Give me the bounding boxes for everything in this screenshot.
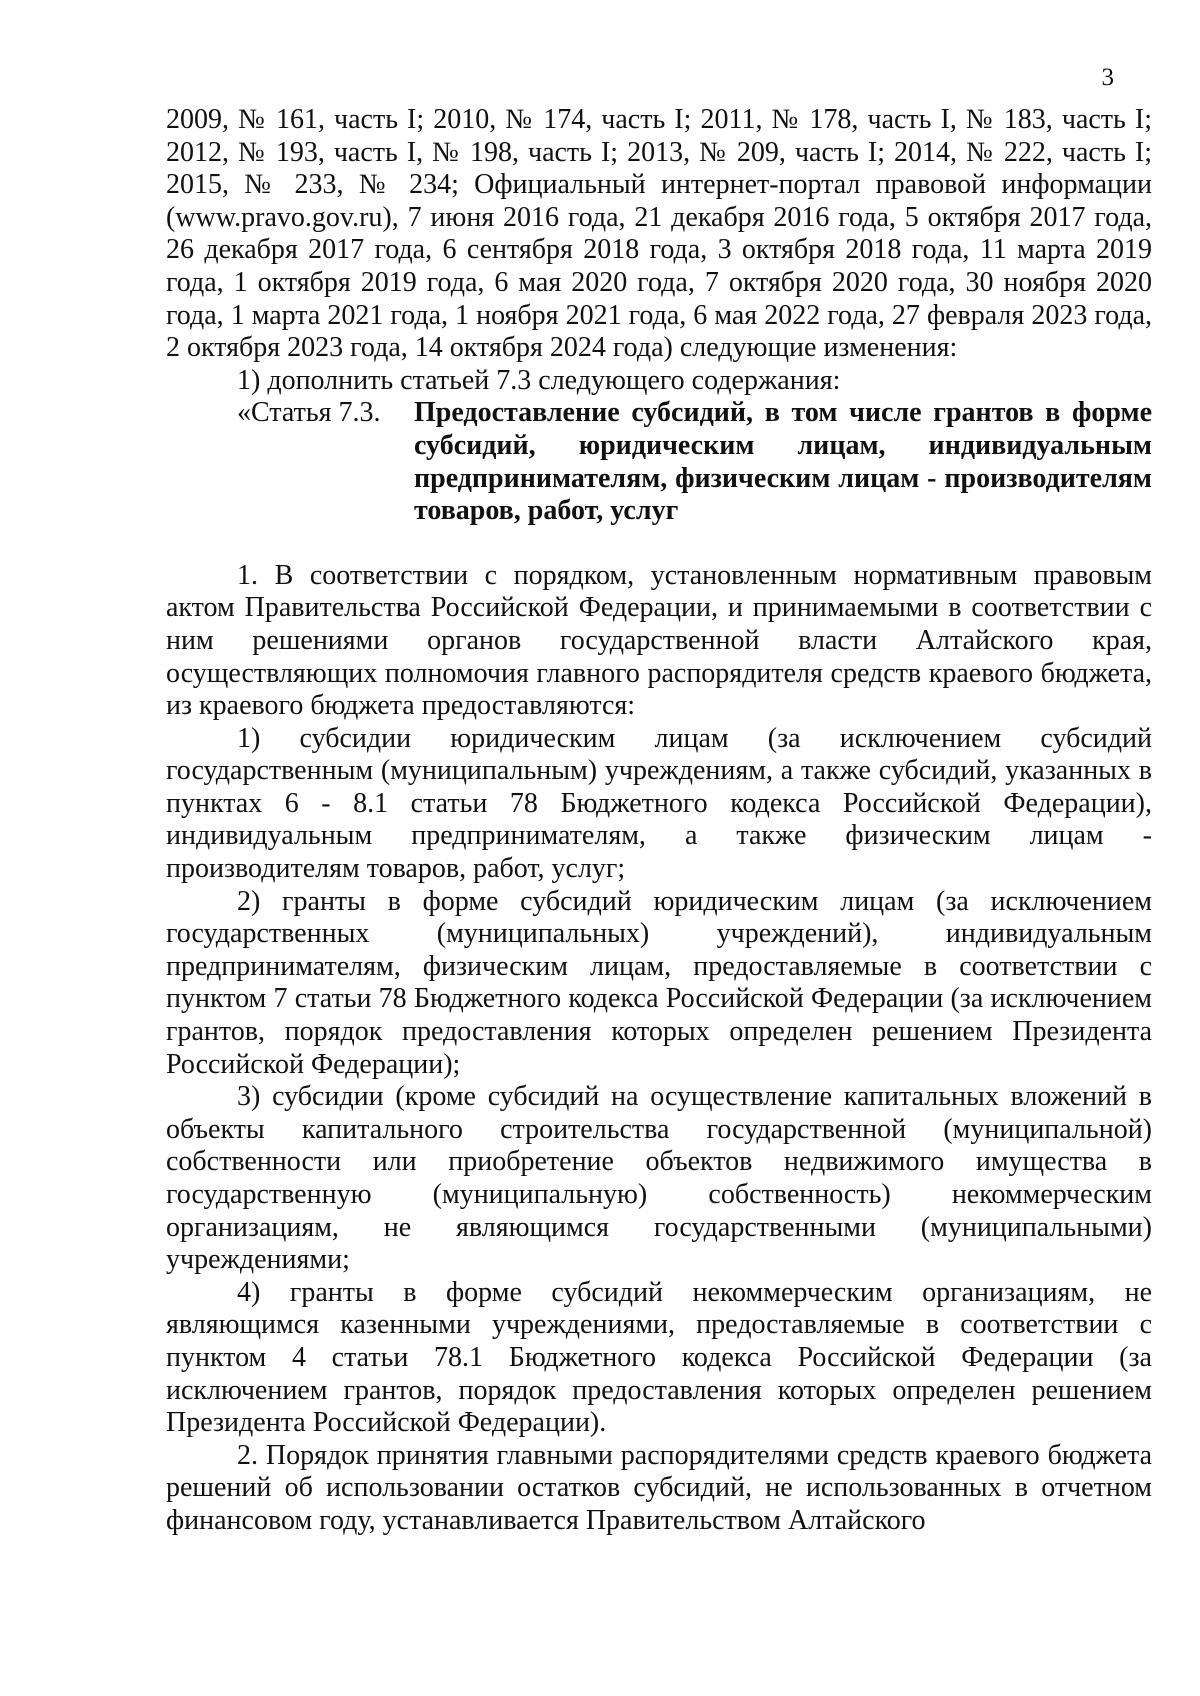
subitem-4: 4) гранты в форме субсидий некоммерческим организациям, не являющимся казенными учреждениями, предоставляемые в соответствии с пунктом 4 статьи 78.1 Бюджетного кодекса Российской Федерации (за исключением грантов, порядок предоставления которых определен решением Президента Российской Федерации).: [166, 1276, 1152, 1439]
article-title: Предоставление субсидий, в том числе грантов в форме субсидий, юридическим лицам, индивидуальным предпринимателям, физическим лицам - производителям товаров, работ, услуг: [414, 397, 1152, 527]
intro-paragraph: 2009, № 161, часть I; 2010, № 174, часть I; 2011, № 178, часть I, № 183, часть I; 2012, № 193, часть I, № 198, часть I; 2013, № 209, часть I; 2014, № 222, часть I; 2015, № 233, № 234; Официальный интернет-портал правовой информации (www.pravo.gov.ru), 7 июня 2016 года, 21 декабря 2016 года, 5 октября 2017 года, 26 декабря 2017 года, 6 сентября 2018 года, 3 октября 2018 года, 11 марта 2019 года, 1 октября 2019 года, 6 мая 2020 года, 7 октября 2020 года, 30 ноября 2020 года, 1 марта 2021 года, 1 ноября 2021 года, 6 мая 2022 года, 27 февраля 2023 года, 2 октября 2023 года, 14 октября 2024 года) следующие изменения:: [166, 104, 1152, 364]
page-number: 3: [1101, 64, 1114, 91]
subitem-2: 2) гранты в форме субсидий юридическим лицам (за исключением государственных (муниципальных) учреждений), индивидуальным предпринимателям, физическим лицам, предоставляемые в соответствии с пунктом 7 статьи 78 Бюджетного кодекса Российской Федерации (за исключением грантов, порядок предоставления которых определен решением Президента Российской Федерации);: [166, 885, 1152, 1080]
subitem-1: 1) субсидии юридическим лицам (за исключением субсидий государственным (муниципальным) учреждениям, а также субсидий, указанных в пунктах 6 - 8.1 статьи 78 Бюджетного кодекса Российской Федерации), индивидуальным предпринимателям, а также физическим лицам - производителям товаров, работ, услуг;: [166, 722, 1152, 885]
article-number: «Статья 7.3.: [237, 397, 381, 429]
paragraph-2: 2. Порядок принятия главными распорядителями средств краевого бюджета решений об использовании остатков субсидий, не использованных в отчетном финансовом году, устанавливается Правительством Алтайского: [166, 1439, 1152, 1536]
amendment-item-1: 1) дополнить статьей 7.3 следующего содержания:: [237, 364, 841, 396]
paragraph-1: 1. В соответствии с порядком, установленным нормативным правовым актом Правительства Российской Федерации, и принимаемыми в соответствии с ним решениями органов государственной власти Алтайского края, осуществляющих полномочия главного распорядителя средств краевого бюджета, из краевого бюджета предоставляются:: [166, 559, 1152, 722]
document-body: [166, 104, 1152, 1538]
section-spacer: [166, 528, 1152, 560]
subitem-3: 3) субсидии (кроме субсидий на осуществление капитальных вложений в объекты капитального строительства государственной (муниципальной) собственности или приобретение объектов недвижимого имущества в государственную (муниципальную) собственность) некоммерческим организациям, не являющимся государственными (муниципальными) учреждениями;: [166, 1081, 1152, 1276]
article-heading: [166, 397, 1152, 527]
